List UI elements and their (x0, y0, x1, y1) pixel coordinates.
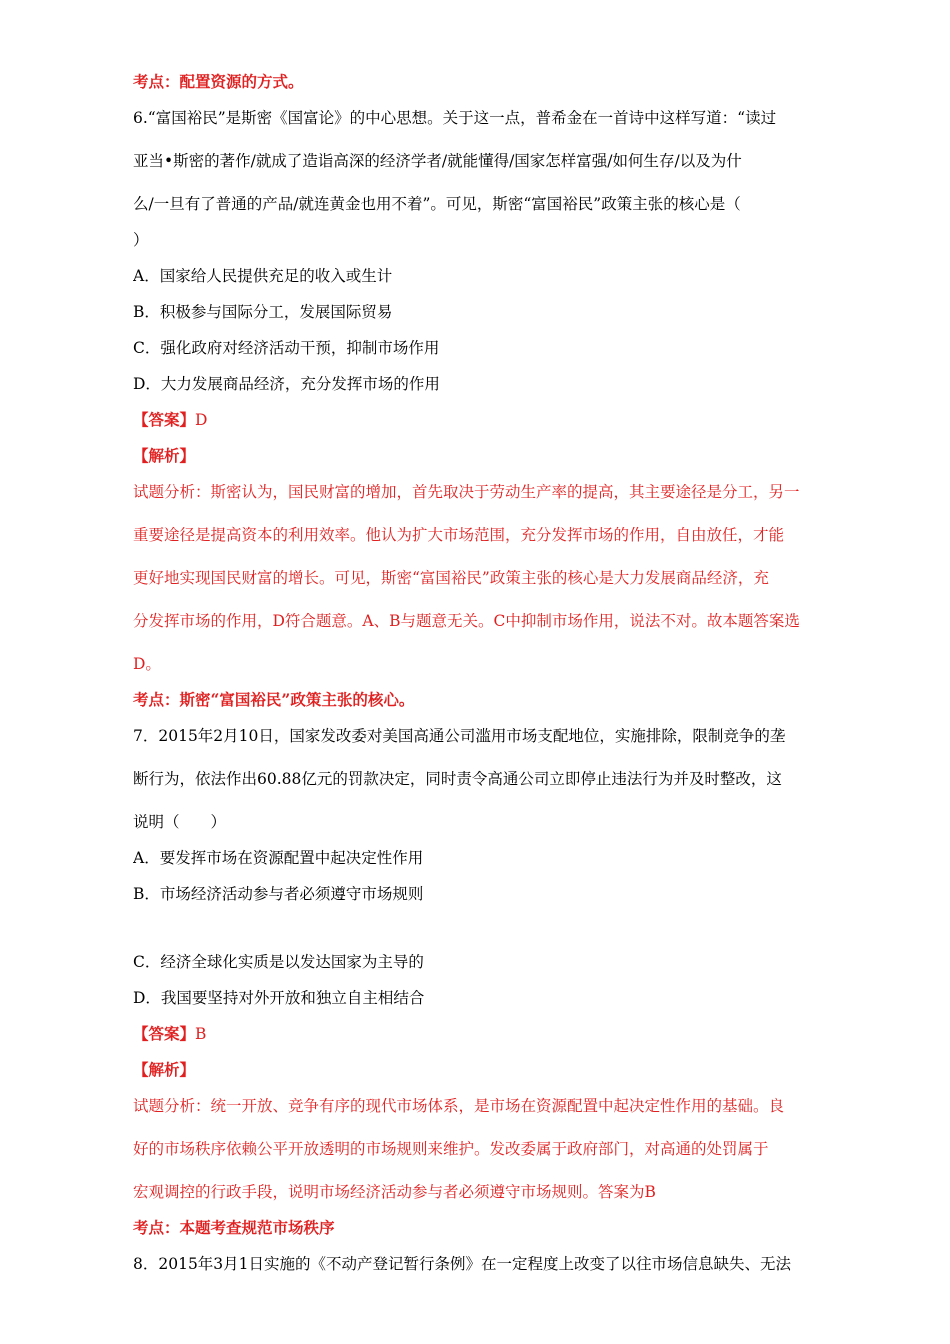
q6-stem-line-1: 6.“富国裕民”是斯密《国富论》的中心思想。关于这一点，普希金在一首诗中这样写道：“读过 (133, 109, 777, 127)
q6-stem-line-4: ） (133, 231, 149, 249)
q7-analysis-line-1: 试题分析：统一开放、竞争有序的现代市场体系，是市场在资源配置中起决定性作用的基础。良 (133, 1097, 785, 1115)
q6-analysis-line-4: 分发挥市场的作用，D符合题意。A、B与题意无关。C中抑制市场作用，说法不对。故本题答案选 (133, 612, 800, 630)
q6-analysis-line-5: D。 (133, 655, 161, 673)
q7-answer (133, 1024, 823, 1044)
q7-option-b: B．市场经济活动参与者必须遵守市场规则 (133, 885, 424, 903)
q7-analysis-line-3: 宏观调控的行政手段，说明市场经济活动参与者必须遵守市场规则。答案为B (133, 1183, 656, 1201)
q6-option-a: A．国家给人民提供充足的收入或生计 (133, 267, 393, 285)
q7-stem-line-2: 断行为，依法作出60.88亿元的罚款决定，同时责令高通公司立即停止违法行为并及时整改，这 (133, 770, 782, 788)
q6-option-d: D．大力发展商品经济，充分发挥市场的作用 (133, 375, 440, 393)
q6-answer-value: D (195, 411, 208, 429)
q7-kaodian: 考点：本题考查规范市场秩序 (133, 1218, 335, 1237)
q7-answer-value: B (195, 1025, 207, 1043)
q6-stem-line-2: 亚当•斯密的著作/就成了造诣高深的经济学者/就能懂得/国家怎样富强/如何生存/以及为什 (133, 152, 742, 170)
q7-analysis-line-2: 好的市场秩序依赖公平开放透明的市场规则来维护。发改委属于政府部门，对高通的处罚属于 (133, 1140, 769, 1158)
q7-answer-label: 【答案】 (133, 1024, 196, 1043)
q6-answer (133, 410, 823, 430)
q6-analysis-line-2: 重要途径是提高资本的利用效率。他认为扩大市场范围，充分发挥市场的作用，自由放任，才能 (133, 526, 785, 544)
q7-analysis-label: 【解析】 (133, 1060, 196, 1079)
q5-kaodian: 考点：配置资源的方式。 (133, 72, 304, 91)
document-page (133, 72, 823, 1274)
q6-answer-label: 【答案】 (133, 410, 196, 429)
q7-option-a: A．要发挥市场在资源配置中起决定性作用 (133, 849, 424, 867)
q7-stem-line-1: 7．2015年2月10日，国家发改委对美国高通公司滥用市场支配地位，实施排除，限制竞争的垄 (133, 727, 786, 745)
q6-stem-line-3: 么/一旦有了普通的产品/就连黄金也用不着”。可见，斯密“富国裕民”政策主张的核心是（ (133, 195, 741, 213)
q7-option-d: D．我国要坚持对外开放和独立自主相结合 (133, 989, 425, 1007)
q8-stem-line-1: 8．2015年3月1日实施的《不动产登记暂行条例》在一定程度上改变了以往市场信息缺失、无法 (133, 1255, 792, 1273)
q6-analysis-label: 【解析】 (133, 446, 196, 465)
q6-option-b: B．积极参与国际分工，发展国际贸易 (133, 303, 393, 321)
q6-kaodian: 考点：斯密“富国裕民”政策主张的核心。 (133, 690, 415, 709)
q6-option-c: C．强化政府对经济活动干预，抑制市场作用 (133, 339, 440, 357)
q7-option-c: C．经济全球化实质是以发达国家为主导的 (133, 953, 424, 971)
q6-analysis-line-3: 更好地实现国民财富的增长。可见，斯密“富国裕民”政策主张的核心是大力发展商品经济，充 (133, 569, 769, 587)
q6-analysis-line-1: 试题分析：斯密认为，国民财富的增加，首先取决于劳动生产率的提高，其主要途径是分工，另一 (133, 483, 800, 501)
q7-stem-line-3: 说明（ ） (133, 813, 227, 831)
